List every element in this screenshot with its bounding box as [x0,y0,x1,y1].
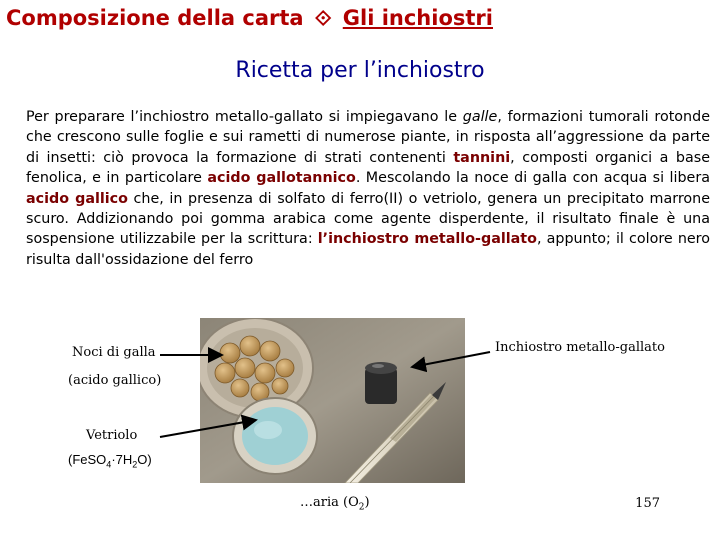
ink-ingredients-photo [200,318,465,483]
formula-part: O) [137,452,152,467]
formula-subscript: 4 [106,459,112,470]
term-acido-gallotannico: acido gallotannico [207,170,356,187]
aria-part: …aria (O [300,495,359,510]
vetriolo-label: Vetriolo [86,428,138,443]
formula-part: SO [87,452,107,467]
body-paragraph [26,107,710,270]
aria-label [300,495,370,513]
term-acido-gallico: acido gallico [26,190,128,207]
term-tannini: tannini [453,149,511,166]
aria-part: ) [364,495,370,510]
title-sub: Gli inchiostri [342,6,493,30]
formula-part: (Fe [68,452,88,467]
subtitle: Ricetta per l’inchiostro [235,58,485,83]
text-segment: che, in presenza di solfato di ferro(II) o vetriolo, genera un precipitato marrone scuro. Addizionando poi gomma arabica come agente disperdente, il risultato finale è una sospensione utilizzabile per la scrittura: [26,190,710,248]
inchiostro-label: Inchiostro metallo-gallato [495,340,665,355]
page-number: 157 [635,496,660,511]
term-galle: galle [462,109,498,125]
diamond-icon: ⟐ [314,6,332,30]
text-segment: , composti organici a base fenolica, e in particolare [26,149,710,187]
formula-subscript: 2 [132,459,138,470]
term-inchiostro: l’inchiostro metallo-gallato [317,231,537,248]
text-segment: . Mescolando la noce di galla con acqua si libera [355,170,710,187]
text-segment: Per preparare l’inchiostro metallo-gallato si impiegavano le [26,109,463,125]
vetriolo-formula [68,452,152,470]
text-segment: , formazioni tumorali rotonde che crescono sulle foglie e sui rametti di numerose piante, in risposta all’aggressione da parte di insetti: ciò provoca la formazione di strati contenenti [26,109,710,166]
slide-title [6,6,493,31]
text-segment: , appunto; il colore nero risulta dall'ossidazione del ferro [26,231,710,268]
aria-subscript: 2 [358,502,365,513]
noci-di-galla-label: Noci di galla [72,345,156,360]
formula-part: ·7H [111,452,133,467]
acido-gallico-label: (acido gallico) [68,373,162,388]
title-main: Composizione della carta [6,6,304,30]
